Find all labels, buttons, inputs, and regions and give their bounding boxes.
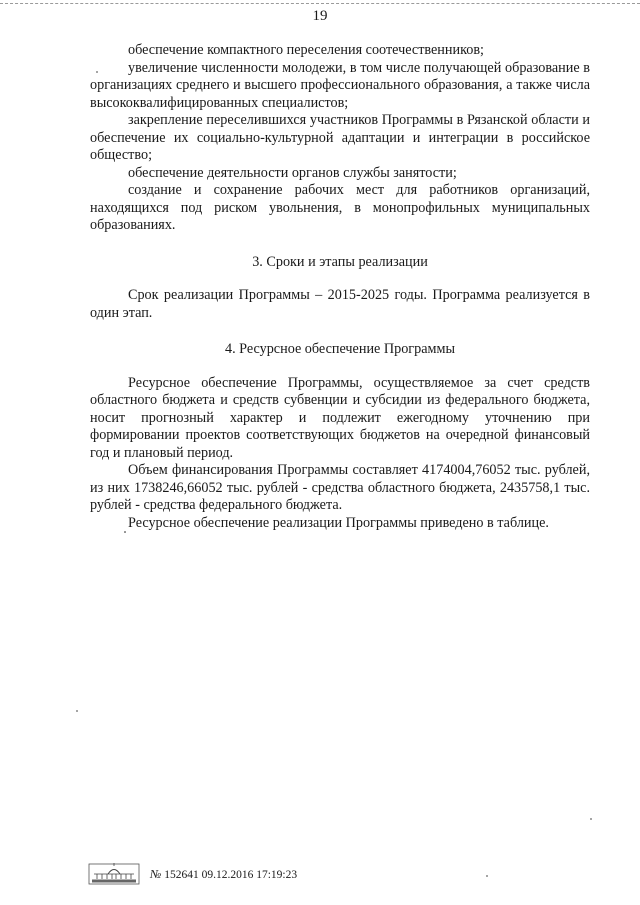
section-3-text: Срок реализации Программы – 2015-2025 годы. Программа реализуется в один этап. xyxy=(90,287,590,321)
section-4-paragraph: Объем финансирования Программы составляет 4174004,76052 тыс. рублей, из них 1738246,66052 тыс. рублей - средства областного бюджета, 2435758,1 тыс. рублей - средства федерального бюджета. xyxy=(90,462,590,513)
registration-number: 152641 xyxy=(164,868,199,881)
list-item: закрепление переселившихся участников Программы в Рязанской области и обеспечение их социально-культурной адаптации и интеграции в российское общество; xyxy=(90,112,590,163)
list-item: увеличение численности молодежи, в том числе получающей образование в организациях среднего и высшего профессионального образования, а также числа высококвалифицированных специалистов; xyxy=(90,59,590,111)
list-item: обеспечение компактного переселения соотечественников; xyxy=(128,42,484,58)
scan-speck xyxy=(76,710,78,712)
section-3-heading: 3. Сроки и этапы реализации xyxy=(252,253,428,270)
registration-footer xyxy=(88,862,297,886)
section-4-paragraph: Ресурсное обеспечение Программы, осуществляемое за счет средств областного бюджета и средств субвенции и субсидии из федерального бюджета, носит прогнозный характер и подлежит ежегодному уточнению при формировании проектов соответствующих бюджетов на очередной финансовый год и плановый период. xyxy=(90,374,590,461)
section-4-paragraph: Ресурсное обеспечение реализации Программы приведено в таблице. xyxy=(128,514,549,531)
document-body xyxy=(90,42,590,532)
scan-speck xyxy=(124,531,126,533)
top-border-line xyxy=(0,3,640,4)
section-4-heading: 4. Ресурсное обеспечение Программы xyxy=(224,341,456,357)
registration-stamp xyxy=(150,867,297,882)
scan-speck xyxy=(486,875,488,877)
list-item: создание и сохранение рабочих мест для работников организаций, находящихся под риском увольнения, в монопрофильных муниципальных образованиях. xyxy=(90,182,590,233)
page-number: 19 xyxy=(312,8,328,24)
government-building-logo xyxy=(88,862,140,886)
registration-datetime: 09.12.2016 17:19:23 xyxy=(201,868,298,881)
scan-speck xyxy=(96,71,98,73)
number-sign: № xyxy=(150,866,162,881)
scan-speck xyxy=(590,818,592,820)
list-item: обеспечение деятельности органов службы занятости; xyxy=(128,164,457,181)
